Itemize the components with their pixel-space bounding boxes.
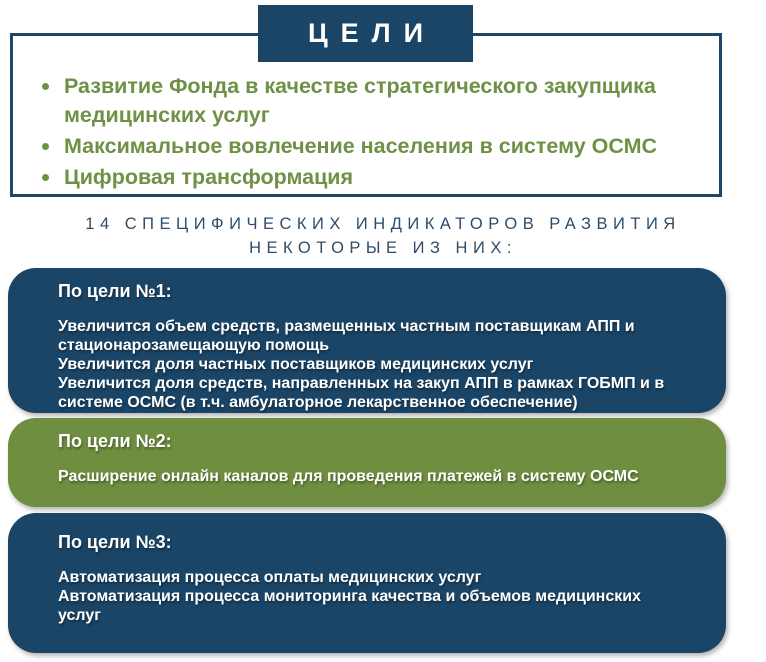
card-label: По цели №3: bbox=[58, 532, 172, 552]
card-indicator: Автоматизация процесса оплаты медицинских услуг bbox=[58, 569, 482, 586]
goals-list bbox=[29, 72, 713, 194]
goal-bullet-item bbox=[29, 132, 713, 161]
card-items bbox=[58, 317, 686, 412]
goal-card-2 bbox=[8, 418, 726, 507]
card-items bbox=[58, 568, 686, 625]
subtitle-line1: 14 СПЕЦИФИЧЕСКИХ ИНДИКАТОРОВ РАЗВИТИЯ bbox=[85, 215, 681, 233]
card-items bbox=[58, 467, 686, 486]
card-label: По цели №2: bbox=[58, 431, 172, 451]
bullet-dot-icon bbox=[42, 174, 49, 181]
goal-bullet-item bbox=[29, 72, 713, 130]
goal-text: Максимальное вовлечение населения в систему ОСМС bbox=[64, 134, 658, 158]
goal-bullet-item bbox=[29, 163, 713, 192]
card-indicator: Расширение онлайн каналов для проведения платежей в систему ОСМС bbox=[58, 468, 639, 485]
goals-title: ЦЕЛИ bbox=[307, 18, 437, 48]
goal-card-1 bbox=[8, 268, 726, 413]
card-indicator: Увеличится объем средств, размещенных частным поставщикам АПП и стационарозамещающую помощь bbox=[58, 318, 635, 354]
card-indicator: Увеличится доля средств, направленных на закуп АПП в рамках ГОБМП и в системе ОСМС (в т.ч. амбулаторное лекарственное обеспечение) bbox=[58, 375, 665, 411]
goal-text: Цифровая трансформация bbox=[64, 165, 354, 189]
card-indicator: Увеличится доля частных поставщиков медицинских услуг bbox=[58, 356, 534, 373]
goal-card-3 bbox=[8, 513, 726, 653]
bullet-dot-icon bbox=[42, 143, 49, 150]
bullet-dot-icon bbox=[42, 83, 49, 90]
goal-text: Развитие Фонда в качестве стратегического закупщика медицинских услуг bbox=[64, 74, 656, 127]
subtitle-line2: НЕКОТОРЫЕ ИЗ НИХ: bbox=[249, 238, 517, 257]
subtitle bbox=[0, 213, 766, 260]
goals-title-box bbox=[258, 5, 473, 62]
card-label: По цели №1: bbox=[58, 281, 172, 301]
card-indicator: Автоматизация процесса мониторинга качества и объемов медицинских услуг bbox=[58, 588, 641, 624]
